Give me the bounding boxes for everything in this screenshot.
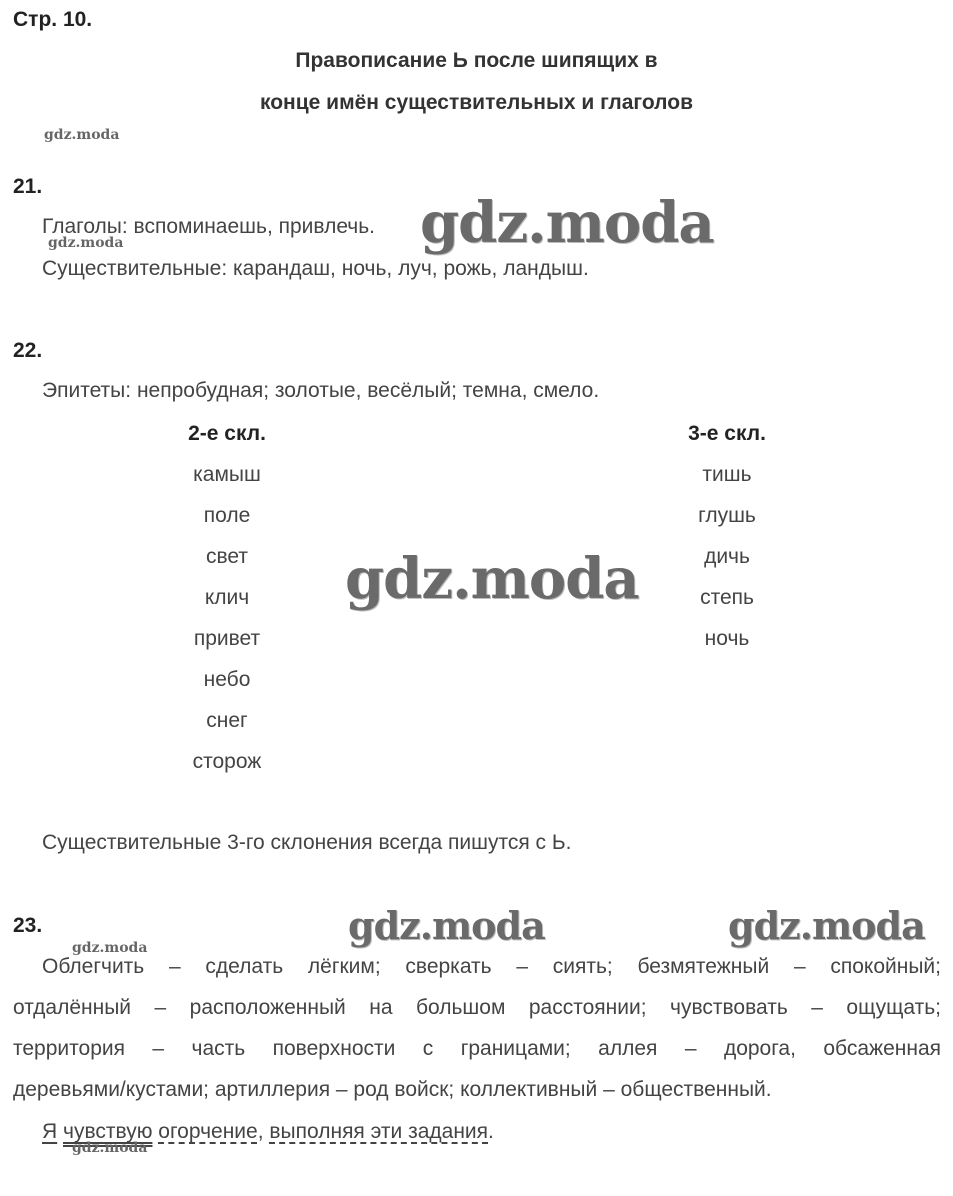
list-item: поле xyxy=(203,504,251,527)
paragraph-line: деревьями/кустами; артиллерия – род войск; коллективный – общественный. xyxy=(13,1078,772,1101)
section-title-line-2: конце имён существительных и глаголов xyxy=(260,91,693,114)
list-item: небо xyxy=(203,668,251,691)
watermark-large: gdz.moda xyxy=(420,190,714,256)
list-item: глушь xyxy=(698,504,756,527)
sentence-subject: Я xyxy=(42,1120,58,1143)
sentence-end: . xyxy=(488,1120,494,1143)
task-21-nouns: Существительные: карандаш, ночь, луч, рожь, ландыш. xyxy=(42,257,589,280)
list-item: степь xyxy=(700,586,754,609)
task-21-verbs: Глаголы: вспоминаешь, привлечь. xyxy=(42,215,376,238)
list-item: снег xyxy=(206,709,248,732)
watermark-small: gdz.moda xyxy=(48,235,124,251)
list-item: сторож xyxy=(192,750,262,773)
watermark-large: gdz.moda xyxy=(348,903,545,948)
paragraph-line: отдалённый – расположенный на большом расстоянии; чувствовать – ощущать; xyxy=(13,996,941,1019)
watermark-large: gdz.moda xyxy=(345,546,639,612)
watermark-small: gdz.moda xyxy=(72,940,148,956)
watermark-large: gdz.moda xyxy=(728,903,925,948)
task-23-sentence: Я чувствую огорчение, выполняя эти задания. xyxy=(42,1120,494,1143)
column-header-3rd-declension: 3-е скл. xyxy=(688,422,766,445)
sentence-object: огорчение xyxy=(158,1120,258,1143)
task-23-number: 23. xyxy=(13,914,43,937)
task-22-number: 22. xyxy=(13,339,43,362)
task-21-number: 21. xyxy=(13,175,43,198)
column-header-2nd-declension: 2-е скл. xyxy=(188,422,266,445)
paragraph-line: Облегчить – сделать лёгким; сверкать – сиять; безмятежный – спокойный; xyxy=(42,955,941,978)
task-22-conclusion: Существительные 3-го склонения всегда пишутся с Ь. xyxy=(42,831,572,854)
task-23-paragraph xyxy=(13,946,941,1110)
task-22-epithets: Эпитеты: непробудная; золотые, весёлый; темна, смело. xyxy=(42,379,600,402)
list-item: камыш xyxy=(193,463,261,486)
watermark-small: gdz.moda xyxy=(44,127,120,143)
page-number: Стр. 10. xyxy=(13,8,93,31)
list-item: тишь xyxy=(702,463,752,486)
sentence-participle-phrase: выполняя эти задания xyxy=(269,1120,489,1143)
list-item: дичь xyxy=(704,545,750,568)
list-item: клич xyxy=(204,586,250,609)
section-title-line-1: Правописание Ь после шипящих в xyxy=(295,49,658,72)
watermark-small: gdz.moda xyxy=(72,1140,148,1156)
list-item: привет xyxy=(193,627,261,650)
sentence-predicate: чувствую xyxy=(63,1120,153,1143)
paragraph-line: территория – часть поверхности с границами; аллея – дорога, обсаженная xyxy=(13,1037,941,1060)
list-item: свет xyxy=(205,545,249,568)
list-item: ночь xyxy=(704,627,750,650)
